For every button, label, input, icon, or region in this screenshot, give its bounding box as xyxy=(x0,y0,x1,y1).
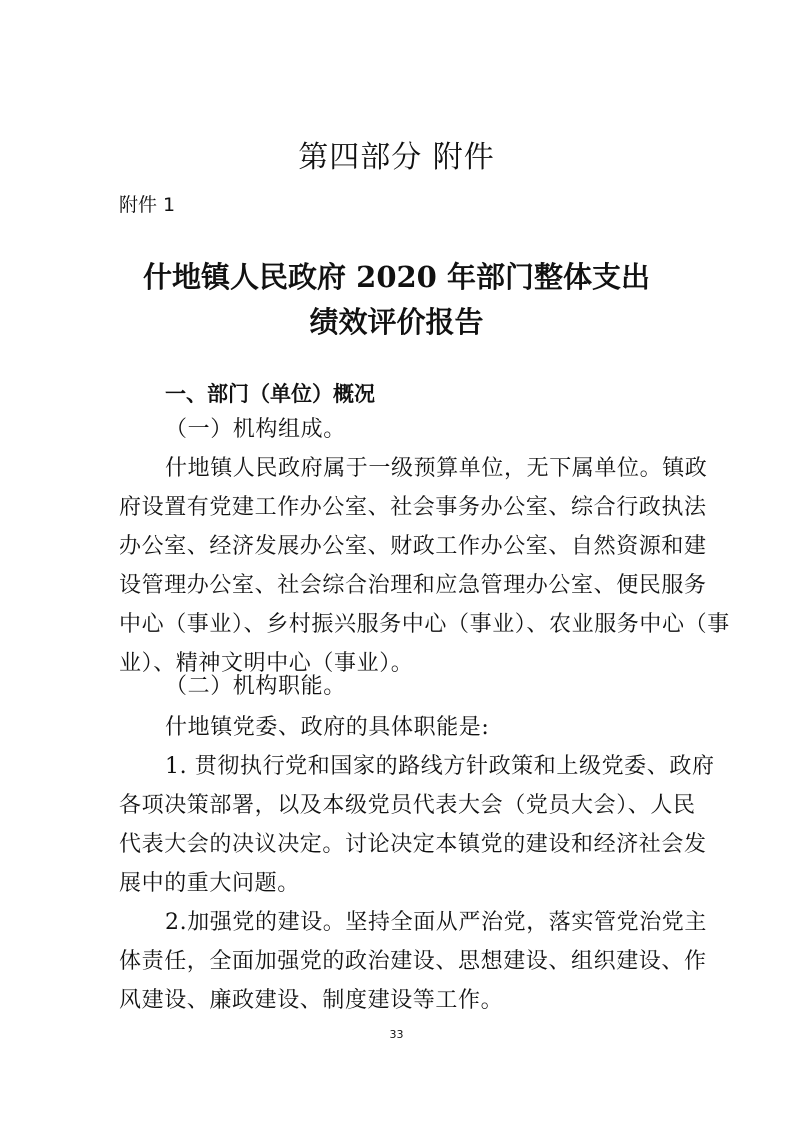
body-line: 体责任，全面加强党的政治建设、思想建设、组织建设、作 xyxy=(119,949,707,974)
body-line: 各项决策部署，以及本级党员代表大会（党员大会）、人民 xyxy=(119,793,696,818)
body-line: 代表大会的决议决定。讨论决定本镇党的建设和经济社会发 xyxy=(119,832,707,857)
body-line: 1. 贯彻执行党和国家的路线方针政策和上级党委、政府 xyxy=(165,754,715,779)
body-line: 什地镇人民政府属于一级预算单位，无下属单位。镇政 xyxy=(165,456,708,481)
body-line: 2.加强党的建设。坚持全面从严治党，落实管党治党主 xyxy=(165,910,707,935)
body-line: 府设置有党建工作办公室、社会事务办公室、综合行政执法 xyxy=(119,495,707,520)
body-line: 展中的重大问题。 xyxy=(119,871,300,896)
page-number: 33 xyxy=(389,1028,404,1041)
body-line: 办公室、经济发展办公室、财政工作办公室、自然资源和建 xyxy=(119,534,707,559)
body-line: 中心（事业）、乡村振兴服务中心（事业）、农业服务中心（事 xyxy=(119,612,730,637)
report-title-line-1: 什地镇人民政府 2020 年部门整体支出 xyxy=(143,260,650,294)
section-heading-overview: 一、部门（单位）概况 xyxy=(165,382,375,406)
body-line: 什地镇党委、政府的具体职能是: xyxy=(165,715,490,740)
body-line: 风建设、廉政建设、制度建设等工作。 xyxy=(119,988,504,1013)
body-line: 设管理办公室、社会综合治理和应急管理办公室、便民服务 xyxy=(119,573,707,598)
part-title: 第四部分 附件 xyxy=(298,140,495,175)
attachment-label: 附件 1 xyxy=(119,194,176,216)
subheading-functions: （二）机构职能。 xyxy=(165,674,346,699)
subheading-organization: （一）机构组成。 xyxy=(165,417,346,442)
body-line: 业）、精神文明中心（事业）。 xyxy=(119,651,414,676)
report-title-line-2: 绩效评价报告 xyxy=(309,305,484,339)
